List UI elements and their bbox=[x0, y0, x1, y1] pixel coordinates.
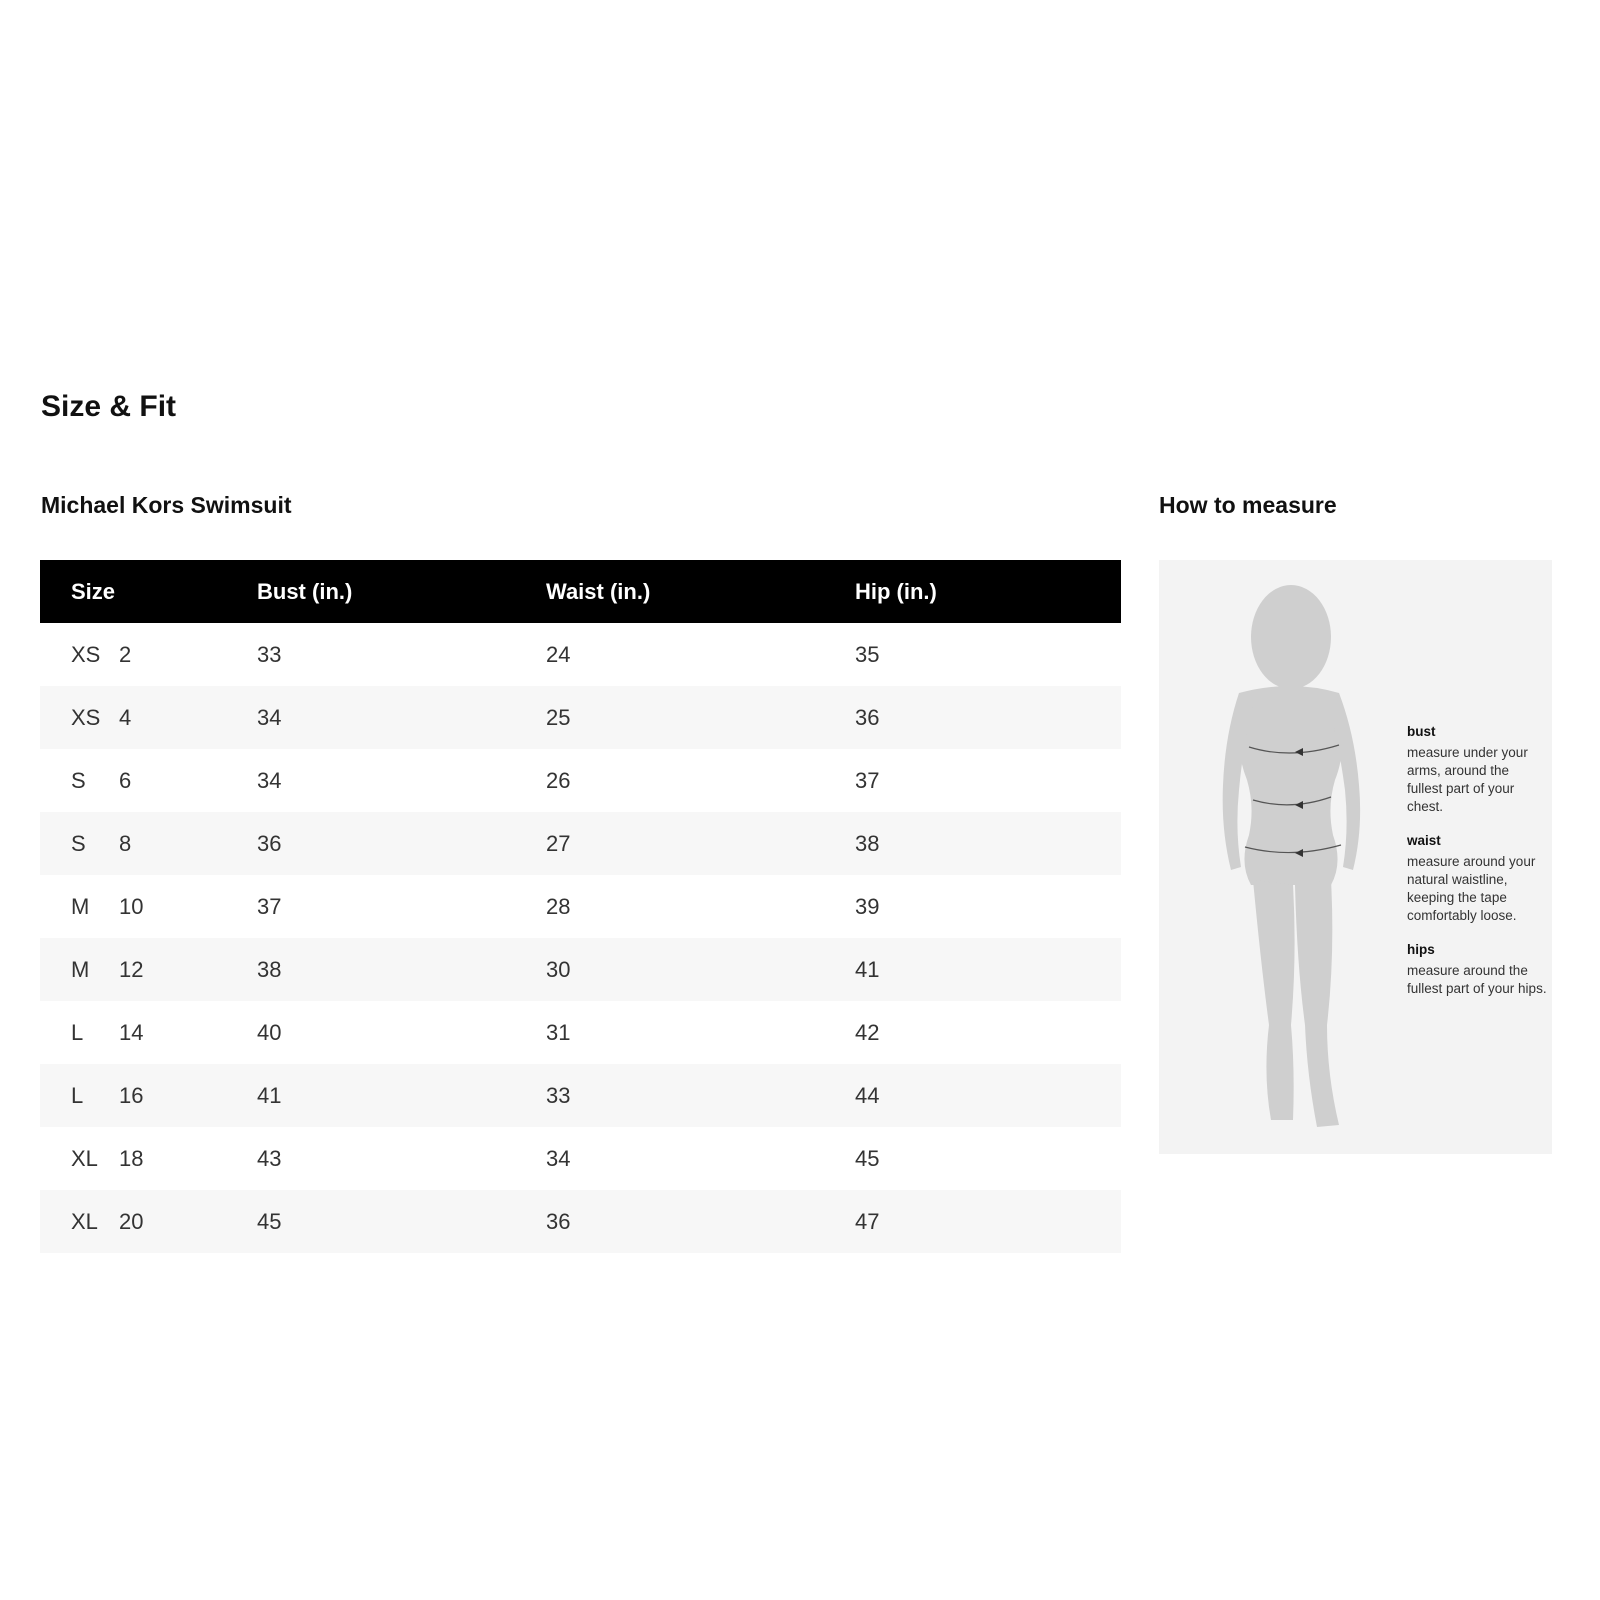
table-row bbox=[40, 1001, 1121, 1064]
table-row bbox=[40, 875, 1121, 938]
cell-size-number: 16 bbox=[119, 1082, 144, 1108]
table-row bbox=[40, 1190, 1121, 1253]
cell-size: S bbox=[71, 767, 86, 793]
waist-label: waist bbox=[1407, 833, 1441, 848]
table-row bbox=[40, 1064, 1121, 1127]
cell-hip: 47 bbox=[855, 1208, 880, 1234]
cell-size-number: 8 bbox=[119, 830, 132, 856]
bust-instruction bbox=[1407, 723, 1547, 816]
header-waist: Waist (in.) bbox=[546, 578, 651, 604]
cell-hip: 41 bbox=[855, 956, 880, 982]
body-figure-illustration bbox=[1199, 575, 1399, 1145]
cell-bust: 40 bbox=[257, 1019, 282, 1045]
cell-hip: 36 bbox=[855, 704, 880, 730]
cell-bust: 34 bbox=[257, 704, 282, 730]
cell-waist: 28 bbox=[546, 893, 571, 919]
cell-bust: 34 bbox=[257, 767, 282, 793]
cell-waist: 34 bbox=[546, 1145, 571, 1171]
cell-hip: 45 bbox=[855, 1145, 880, 1171]
table-header-row bbox=[40, 560, 1121, 623]
cell-waist: 30 bbox=[546, 956, 571, 982]
table-row bbox=[40, 686, 1121, 749]
measure-instructions bbox=[1407, 723, 1547, 1014]
bust-label: bust bbox=[1407, 724, 1436, 739]
hips-text: measure around the fullest part of your hips. bbox=[1407, 963, 1547, 996]
table-row bbox=[40, 623, 1121, 686]
cell-bust: 45 bbox=[257, 1208, 282, 1234]
how-to-measure-panel bbox=[1159, 560, 1552, 1154]
cell-size: S bbox=[71, 830, 86, 856]
waist-instruction bbox=[1407, 832, 1547, 925]
cell-waist: 24 bbox=[546, 641, 571, 667]
measure-title: How to measure bbox=[1159, 492, 1337, 518]
cell-size: XS bbox=[71, 641, 101, 667]
waist-text: measure around your natural waistline, keeping the tape comfortably loose. bbox=[1407, 854, 1536, 923]
table-row bbox=[40, 749, 1121, 812]
hips-instruction bbox=[1407, 941, 1547, 998]
cell-waist: 36 bbox=[546, 1208, 571, 1234]
header-hip: Hip (in.) bbox=[855, 578, 937, 604]
cell-waist: 31 bbox=[546, 1019, 571, 1045]
table-row bbox=[40, 938, 1121, 1001]
cell-bust: 37 bbox=[257, 893, 282, 919]
cell-size: L bbox=[71, 1019, 84, 1045]
cell-bust: 38 bbox=[257, 956, 282, 982]
cell-size: L bbox=[71, 1082, 84, 1108]
cell-bust: 41 bbox=[257, 1082, 282, 1108]
size-chart-table bbox=[40, 560, 1121, 1253]
cell-waist: 33 bbox=[546, 1082, 571, 1108]
cell-size-number: 12 bbox=[119, 956, 144, 982]
cell-hip: 39 bbox=[855, 893, 880, 919]
cell-size-number: 10 bbox=[119, 893, 144, 919]
cell-size: M bbox=[71, 893, 90, 919]
table-title: Michael Kors Swimsuit bbox=[41, 492, 292, 518]
cell-hip: 38 bbox=[855, 830, 880, 856]
table-row bbox=[40, 812, 1121, 875]
cell-bust: 36 bbox=[257, 830, 282, 856]
cell-size: XL bbox=[71, 1145, 98, 1171]
cell-waist: 26 bbox=[546, 767, 571, 793]
cell-size-number: 2 bbox=[119, 641, 132, 667]
cell-bust: 33 bbox=[257, 641, 282, 667]
cell-size-number: 14 bbox=[119, 1019, 144, 1045]
cell-waist: 27 bbox=[546, 830, 571, 856]
cell-size-number: 6 bbox=[119, 767, 132, 793]
cell-size-number: 4 bbox=[119, 704, 132, 730]
cell-waist: 25 bbox=[546, 704, 571, 730]
cell-size: XL bbox=[71, 1208, 98, 1234]
hips-label: hips bbox=[1407, 942, 1435, 957]
header-size: Size bbox=[71, 578, 116, 604]
bust-text: measure under your arms, around the fullest part of your chest. bbox=[1407, 745, 1528, 814]
header-bust: Bust (in.) bbox=[257, 578, 353, 604]
cell-hip: 42 bbox=[855, 1019, 880, 1045]
cell-hip: 35 bbox=[855, 641, 880, 667]
cell-hip: 44 bbox=[855, 1082, 880, 1108]
cell-size: M bbox=[71, 956, 90, 982]
cell-size-number: 20 bbox=[119, 1208, 144, 1234]
cell-size-number: 18 bbox=[119, 1145, 144, 1171]
cell-bust: 43 bbox=[257, 1145, 282, 1171]
cell-hip: 37 bbox=[855, 767, 880, 793]
cell-size: XS bbox=[71, 704, 101, 730]
table-row bbox=[40, 1127, 1121, 1190]
page-title: Size & Fit bbox=[41, 390, 177, 423]
